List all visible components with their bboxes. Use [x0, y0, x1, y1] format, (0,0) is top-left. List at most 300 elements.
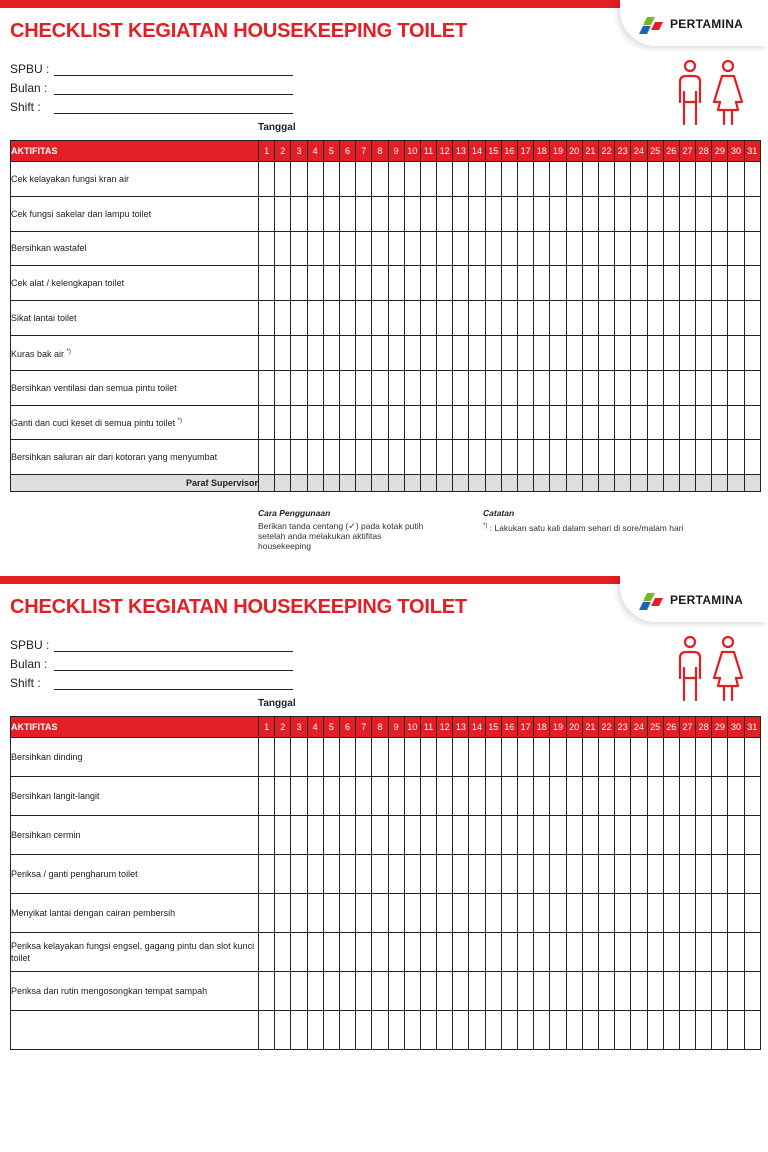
check-cell[interactable]	[696, 738, 712, 777]
check-cell[interactable]	[437, 266, 453, 301]
check-cell[interactable]	[485, 816, 501, 855]
check-cell[interactable]	[631, 816, 647, 855]
check-cell[interactable]	[469, 1011, 485, 1050]
check-cell[interactable]	[518, 266, 534, 301]
check-cell[interactable]	[566, 816, 582, 855]
check-cell[interactable]	[485, 440, 501, 475]
check-cell[interactable]	[534, 231, 550, 266]
check-cell[interactable]	[728, 231, 744, 266]
check-cell[interactable]	[631, 855, 647, 894]
check-cell[interactable]	[469, 301, 485, 336]
check-cell[interactable]	[647, 1011, 663, 1050]
check-cell[interactable]	[437, 933, 453, 972]
check-cell[interactable]	[307, 335, 323, 370]
check-cell[interactable]	[307, 855, 323, 894]
check-cell[interactable]	[744, 405, 760, 440]
check-cell[interactable]	[307, 1011, 323, 1050]
check-cell[interactable]	[566, 196, 582, 231]
check-cell[interactable]	[728, 777, 744, 816]
check-cell[interactable]	[453, 301, 469, 336]
check-cell[interactable]	[420, 894, 436, 933]
check-cell[interactable]	[728, 894, 744, 933]
supervisor-sign-cell[interactable]	[307, 475, 323, 492]
check-cell[interactable]	[291, 231, 307, 266]
check-cell[interactable]	[388, 405, 404, 440]
supervisor-sign-cell[interactable]	[485, 475, 501, 492]
check-cell[interactable]	[275, 335, 291, 370]
check-cell[interactable]	[663, 370, 679, 405]
check-cell[interactable]	[598, 933, 614, 972]
check-cell[interactable]	[259, 162, 275, 197]
check-cell[interactable]	[712, 972, 728, 1011]
check-cell[interactable]	[728, 335, 744, 370]
check-cell[interactable]	[339, 405, 355, 440]
check-cell[interactable]	[323, 231, 339, 266]
check-cell[interactable]	[291, 196, 307, 231]
check-cell[interactable]	[291, 738, 307, 777]
check-cell[interactable]	[663, 855, 679, 894]
check-cell[interactable]	[339, 231, 355, 266]
check-cell[interactable]	[339, 894, 355, 933]
check-cell[interactable]	[550, 855, 566, 894]
check-cell[interactable]	[631, 370, 647, 405]
check-cell[interactable]	[437, 301, 453, 336]
check-cell[interactable]	[323, 972, 339, 1011]
supervisor-sign-cell[interactable]	[615, 475, 631, 492]
check-cell[interactable]	[372, 440, 388, 475]
check-cell[interactable]	[615, 738, 631, 777]
check-cell[interactable]	[598, 335, 614, 370]
check-cell[interactable]	[728, 738, 744, 777]
check-cell[interactable]	[404, 440, 420, 475]
supervisor-sign-cell[interactable]	[469, 475, 485, 492]
check-cell[interactable]	[550, 405, 566, 440]
check-cell[interactable]	[388, 855, 404, 894]
check-cell[interactable]	[744, 162, 760, 197]
check-cell[interactable]	[485, 933, 501, 972]
check-cell[interactable]	[566, 1011, 582, 1050]
check-cell[interactable]	[550, 1011, 566, 1050]
check-cell[interactable]	[679, 301, 695, 336]
check-cell[interactable]	[663, 972, 679, 1011]
check-cell[interactable]	[534, 738, 550, 777]
check-cell[interactable]	[485, 301, 501, 336]
check-cell[interactable]	[598, 816, 614, 855]
check-cell[interactable]	[291, 1011, 307, 1050]
check-cell[interactable]	[356, 196, 372, 231]
check-cell[interactable]	[291, 440, 307, 475]
check-cell[interactable]	[485, 266, 501, 301]
check-cell[interactable]	[615, 370, 631, 405]
check-cell[interactable]	[647, 370, 663, 405]
check-cell[interactable]	[323, 894, 339, 933]
check-cell[interactable]	[388, 738, 404, 777]
check-cell[interactable]	[631, 266, 647, 301]
check-cell[interactable]	[372, 1011, 388, 1050]
check-cell[interactable]	[728, 301, 744, 336]
check-cell[interactable]	[388, 301, 404, 336]
check-cell[interactable]	[501, 1011, 517, 1050]
check-cell[interactable]	[420, 335, 436, 370]
check-cell[interactable]	[259, 405, 275, 440]
supervisor-sign-cell[interactable]	[356, 475, 372, 492]
check-cell[interactable]	[259, 894, 275, 933]
check-cell[interactable]	[388, 894, 404, 933]
check-cell[interactable]	[388, 231, 404, 266]
check-cell[interactable]	[453, 405, 469, 440]
check-cell[interactable]	[291, 162, 307, 197]
check-cell[interactable]	[647, 335, 663, 370]
check-cell[interactable]	[420, 301, 436, 336]
check-cell[interactable]	[728, 266, 744, 301]
check-cell[interactable]	[323, 1011, 339, 1050]
check-cell[interactable]	[663, 738, 679, 777]
check-cell[interactable]	[339, 1011, 355, 1050]
check-cell[interactable]	[598, 301, 614, 336]
check-cell[interactable]	[712, 231, 728, 266]
check-cell[interactable]	[744, 855, 760, 894]
check-cell[interactable]	[469, 405, 485, 440]
field-bulan-line[interactable]	[54, 670, 293, 671]
check-cell[interactable]	[420, 738, 436, 777]
check-cell[interactable]	[404, 933, 420, 972]
check-cell[interactable]	[453, 162, 469, 197]
check-cell[interactable]	[679, 370, 695, 405]
check-cell[interactable]	[582, 933, 598, 972]
check-cell[interactable]	[339, 855, 355, 894]
check-cell[interactable]	[550, 972, 566, 1011]
check-cell[interactable]	[501, 972, 517, 1011]
field-spbu-line[interactable]	[54, 75, 293, 76]
check-cell[interactable]	[615, 301, 631, 336]
check-cell[interactable]	[356, 738, 372, 777]
check-cell[interactable]	[437, 1011, 453, 1050]
check-cell[interactable]	[615, 196, 631, 231]
check-cell[interactable]	[469, 933, 485, 972]
check-cell[interactable]	[307, 196, 323, 231]
check-cell[interactable]	[372, 777, 388, 816]
check-cell[interactable]	[388, 266, 404, 301]
check-cell[interactable]	[566, 777, 582, 816]
check-cell[interactable]	[388, 162, 404, 197]
check-cell[interactable]	[566, 162, 582, 197]
check-cell[interactable]	[696, 335, 712, 370]
check-cell[interactable]	[372, 335, 388, 370]
check-cell[interactable]	[663, 335, 679, 370]
check-cell[interactable]	[518, 370, 534, 405]
check-cell[interactable]	[291, 894, 307, 933]
check-cell[interactable]	[501, 405, 517, 440]
check-cell[interactable]	[501, 231, 517, 266]
check-cell[interactable]	[663, 301, 679, 336]
supervisor-sign-cell[interactable]	[388, 475, 404, 492]
check-cell[interactable]	[712, 335, 728, 370]
check-cell[interactable]	[485, 894, 501, 933]
check-cell[interactable]	[437, 196, 453, 231]
check-cell[interactable]	[631, 196, 647, 231]
check-cell[interactable]	[615, 440, 631, 475]
check-cell[interactable]	[712, 440, 728, 475]
check-cell[interactable]	[566, 266, 582, 301]
check-cell[interactable]	[485, 405, 501, 440]
check-cell[interactable]	[712, 1011, 728, 1050]
check-cell[interactable]	[744, 196, 760, 231]
supervisor-sign-cell[interactable]	[631, 475, 647, 492]
check-cell[interactable]	[534, 405, 550, 440]
check-cell[interactable]	[566, 894, 582, 933]
check-cell[interactable]	[404, 855, 420, 894]
check-cell[interactable]	[647, 440, 663, 475]
check-cell[interactable]	[291, 301, 307, 336]
check-cell[interactable]	[598, 370, 614, 405]
check-cell[interactable]	[679, 855, 695, 894]
check-cell[interactable]	[696, 370, 712, 405]
check-cell[interactable]	[420, 816, 436, 855]
check-cell[interactable]	[372, 266, 388, 301]
check-cell[interactable]	[598, 894, 614, 933]
check-cell[interactable]	[582, 335, 598, 370]
check-cell[interactable]	[388, 370, 404, 405]
check-cell[interactable]	[712, 370, 728, 405]
check-cell[interactable]	[356, 816, 372, 855]
check-cell[interactable]	[404, 231, 420, 266]
check-cell[interactable]	[598, 266, 614, 301]
check-cell[interactable]	[275, 370, 291, 405]
supervisor-sign-cell[interactable]	[679, 475, 695, 492]
check-cell[interactable]	[453, 196, 469, 231]
check-cell[interactable]	[404, 972, 420, 1011]
check-cell[interactable]	[663, 266, 679, 301]
check-cell[interactable]	[339, 972, 355, 1011]
supervisor-sign-cell[interactable]	[696, 475, 712, 492]
check-cell[interactable]	[420, 370, 436, 405]
check-cell[interactable]	[598, 231, 614, 266]
check-cell[interactable]	[615, 266, 631, 301]
check-cell[interactable]	[307, 370, 323, 405]
check-cell[interactable]	[501, 370, 517, 405]
check-cell[interactable]	[356, 301, 372, 336]
check-cell[interactable]	[679, 816, 695, 855]
check-cell[interactable]	[712, 405, 728, 440]
check-cell[interactable]	[372, 301, 388, 336]
check-cell[interactable]	[744, 335, 760, 370]
check-cell[interactable]	[453, 855, 469, 894]
check-cell[interactable]	[404, 301, 420, 336]
check-cell[interactable]	[437, 335, 453, 370]
check-cell[interactable]	[696, 405, 712, 440]
check-cell[interactable]	[696, 301, 712, 336]
check-cell[interactable]	[598, 1011, 614, 1050]
check-cell[interactable]	[323, 440, 339, 475]
check-cell[interactable]	[696, 894, 712, 933]
check-cell[interactable]	[307, 301, 323, 336]
check-cell[interactable]	[437, 855, 453, 894]
check-cell[interactable]	[275, 1011, 291, 1050]
check-cell[interactable]	[534, 301, 550, 336]
check-cell[interactable]	[663, 440, 679, 475]
check-cell[interactable]	[518, 816, 534, 855]
check-cell[interactable]	[404, 196, 420, 231]
check-cell[interactable]	[275, 231, 291, 266]
check-cell[interactable]	[534, 266, 550, 301]
check-cell[interactable]	[307, 777, 323, 816]
check-cell[interactable]	[307, 972, 323, 1011]
check-cell[interactable]	[372, 405, 388, 440]
check-cell[interactable]	[615, 777, 631, 816]
check-cell[interactable]	[582, 405, 598, 440]
check-cell[interactable]	[259, 933, 275, 972]
check-cell[interactable]	[744, 738, 760, 777]
check-cell[interactable]	[550, 370, 566, 405]
check-cell[interactable]	[404, 370, 420, 405]
check-cell[interactable]	[485, 335, 501, 370]
check-cell[interactable]	[275, 405, 291, 440]
check-cell[interactable]	[679, 894, 695, 933]
check-cell[interactable]	[501, 855, 517, 894]
check-cell[interactable]	[712, 301, 728, 336]
check-cell[interactable]	[453, 335, 469, 370]
check-cell[interactable]	[291, 777, 307, 816]
check-cell[interactable]	[744, 370, 760, 405]
check-cell[interactable]	[518, 855, 534, 894]
field-shift-line[interactable]	[54, 113, 293, 114]
check-cell[interactable]	[728, 972, 744, 1011]
check-cell[interactable]	[647, 266, 663, 301]
check-cell[interactable]	[631, 894, 647, 933]
check-cell[interactable]	[501, 894, 517, 933]
check-cell[interactable]	[631, 440, 647, 475]
check-cell[interactable]	[566, 231, 582, 266]
check-cell[interactable]	[582, 196, 598, 231]
check-cell[interactable]	[744, 972, 760, 1011]
check-cell[interactable]	[663, 231, 679, 266]
check-cell[interactable]	[291, 933, 307, 972]
check-cell[interactable]	[663, 405, 679, 440]
check-cell[interactable]	[323, 738, 339, 777]
check-cell[interactable]	[259, 1011, 275, 1050]
supervisor-sign-cell[interactable]	[437, 475, 453, 492]
check-cell[interactable]	[663, 933, 679, 972]
check-cell[interactable]	[744, 777, 760, 816]
check-cell[interactable]	[437, 816, 453, 855]
check-cell[interactable]	[728, 933, 744, 972]
check-cell[interactable]	[453, 266, 469, 301]
check-cell[interactable]	[485, 855, 501, 894]
check-cell[interactable]	[663, 816, 679, 855]
check-cell[interactable]	[307, 933, 323, 972]
check-cell[interactable]	[518, 777, 534, 816]
check-cell[interactable]	[291, 335, 307, 370]
check-cell[interactable]	[615, 162, 631, 197]
check-cell[interactable]	[582, 738, 598, 777]
check-cell[interactable]	[679, 162, 695, 197]
check-cell[interactable]	[453, 440, 469, 475]
check-cell[interactable]	[582, 266, 598, 301]
check-cell[interactable]	[501, 301, 517, 336]
check-cell[interactable]	[339, 777, 355, 816]
check-cell[interactable]	[631, 972, 647, 1011]
check-cell[interactable]	[437, 405, 453, 440]
check-cell[interactable]	[712, 933, 728, 972]
check-cell[interactable]	[663, 894, 679, 933]
check-cell[interactable]	[566, 335, 582, 370]
check-cell[interactable]	[631, 777, 647, 816]
check-cell[interactable]	[469, 855, 485, 894]
check-cell[interactable]	[679, 738, 695, 777]
check-cell[interactable]	[372, 933, 388, 972]
check-cell[interactable]	[404, 1011, 420, 1050]
check-cell[interactable]	[582, 972, 598, 1011]
check-cell[interactable]	[550, 440, 566, 475]
check-cell[interactable]	[307, 440, 323, 475]
check-cell[interactable]	[323, 405, 339, 440]
check-cell[interactable]	[372, 894, 388, 933]
check-cell[interactable]	[598, 738, 614, 777]
check-cell[interactable]	[647, 196, 663, 231]
check-cell[interactable]	[404, 816, 420, 855]
check-cell[interactable]	[259, 301, 275, 336]
check-cell[interactable]	[501, 162, 517, 197]
check-cell[interactable]	[356, 405, 372, 440]
check-cell[interactable]	[728, 405, 744, 440]
check-cell[interactable]	[582, 231, 598, 266]
check-cell[interactable]	[291, 855, 307, 894]
check-cell[interactable]	[388, 196, 404, 231]
check-cell[interactable]	[404, 266, 420, 301]
check-cell[interactable]	[469, 894, 485, 933]
check-cell[interactable]	[534, 816, 550, 855]
check-cell[interactable]	[388, 335, 404, 370]
check-cell[interactable]	[518, 301, 534, 336]
check-cell[interactable]	[615, 231, 631, 266]
check-cell[interactable]	[582, 816, 598, 855]
check-cell[interactable]	[647, 816, 663, 855]
check-cell[interactable]	[744, 1011, 760, 1050]
check-cell[interactable]	[582, 1011, 598, 1050]
check-cell[interactable]	[534, 855, 550, 894]
check-cell[interactable]	[259, 231, 275, 266]
check-cell[interactable]	[339, 162, 355, 197]
check-cell[interactable]	[323, 335, 339, 370]
check-cell[interactable]	[647, 405, 663, 440]
check-cell[interactable]	[647, 777, 663, 816]
check-cell[interactable]	[291, 816, 307, 855]
check-cell[interactable]	[728, 370, 744, 405]
check-cell[interactable]	[663, 1011, 679, 1050]
check-cell[interactable]	[534, 196, 550, 231]
supervisor-sign-cell[interactable]	[404, 475, 420, 492]
field-spbu-line[interactable]	[54, 651, 293, 652]
check-cell[interactable]	[323, 301, 339, 336]
check-cell[interactable]	[534, 894, 550, 933]
check-cell[interactable]	[647, 231, 663, 266]
check-cell[interactable]	[420, 405, 436, 440]
check-cell[interactable]	[259, 738, 275, 777]
check-cell[interactable]	[485, 777, 501, 816]
check-cell[interactable]	[534, 440, 550, 475]
check-cell[interactable]	[323, 162, 339, 197]
check-cell[interactable]	[582, 370, 598, 405]
check-cell[interactable]	[372, 196, 388, 231]
check-cell[interactable]	[582, 301, 598, 336]
check-cell[interactable]	[485, 370, 501, 405]
field-bulan-line[interactable]	[54, 94, 293, 95]
check-cell[interactable]	[275, 196, 291, 231]
check-cell[interactable]	[453, 231, 469, 266]
check-cell[interactable]	[501, 738, 517, 777]
check-cell[interactable]	[259, 196, 275, 231]
check-cell[interactable]	[372, 162, 388, 197]
